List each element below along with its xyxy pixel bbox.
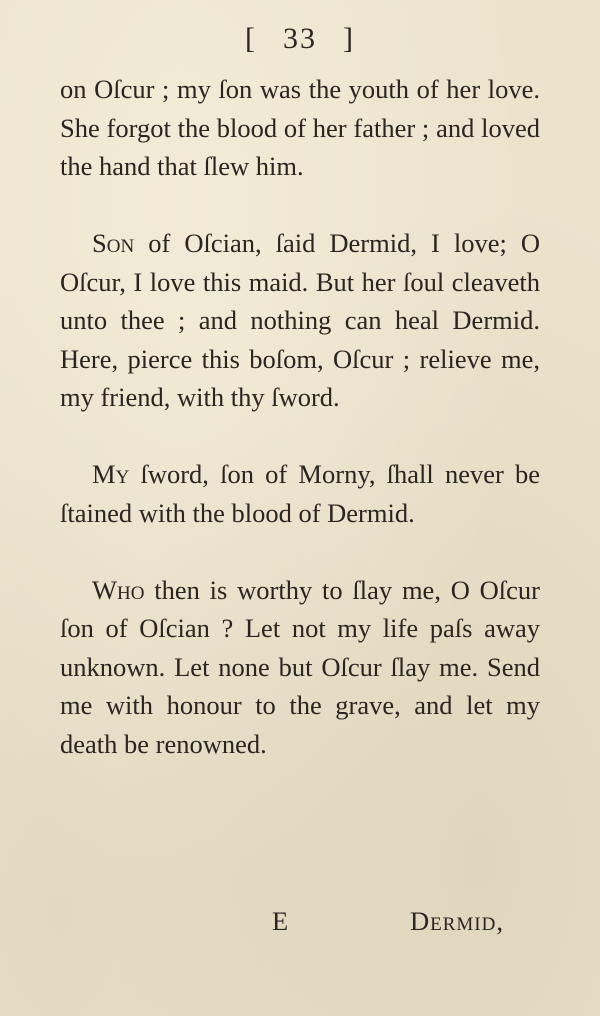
paragraph-3-text: ſword, ſon of Morny, ſhall never be ſtained with the blood of Dermid.	[60, 459, 540, 528]
page-number: 33	[283, 22, 317, 55]
paragraph-3-lead: My	[92, 459, 130, 489]
paragraph-2	[60, 224, 540, 417]
paragraph-gap	[60, 186, 540, 225]
page-header	[0, 22, 600, 56]
paragraph-gap	[60, 532, 540, 571]
paragraph-1-text: on Oſcur ; my ſon was the youth of her love. She forgot the blood of her father ; and loved the hand that ſlew him.	[60, 74, 540, 181]
paragraph-4-lead: Who	[92, 574, 145, 605]
paragraph-1	[60, 70, 540, 186]
body-text	[60, 70, 540, 763]
left-bracket: [	[245, 22, 257, 55]
catchword: Dermid,	[410, 906, 504, 936]
paragraph-2-text: of Oſcian, ſaid Dermid, I love; O Oſcur, I love this maid. But her ſoul cleaveth unto thee ; and nothing can heal Dermid. Here, pierce this boſom, Oſcur ; relieve me, my friend, with thy ſword.	[60, 228, 540, 412]
paragraph-gap	[60, 417, 540, 456]
paragraph-3	[60, 455, 540, 532]
page-footer	[0, 906, 600, 946]
right-bracket: ]	[343, 22, 355, 55]
paragraph-2-lead: Son	[92, 228, 135, 258]
paragraph-4	[60, 571, 540, 764]
paragraph-4-text: then is worthy to ſlay me, O Oſcur ſon of Oſcian ? Let not my life paſs away unknown. Let none but Oſcur ſlay me. Send me with honour to the grave, and let my death be renowned.	[60, 574, 540, 759]
signature-mark: E	[272, 906, 289, 936]
